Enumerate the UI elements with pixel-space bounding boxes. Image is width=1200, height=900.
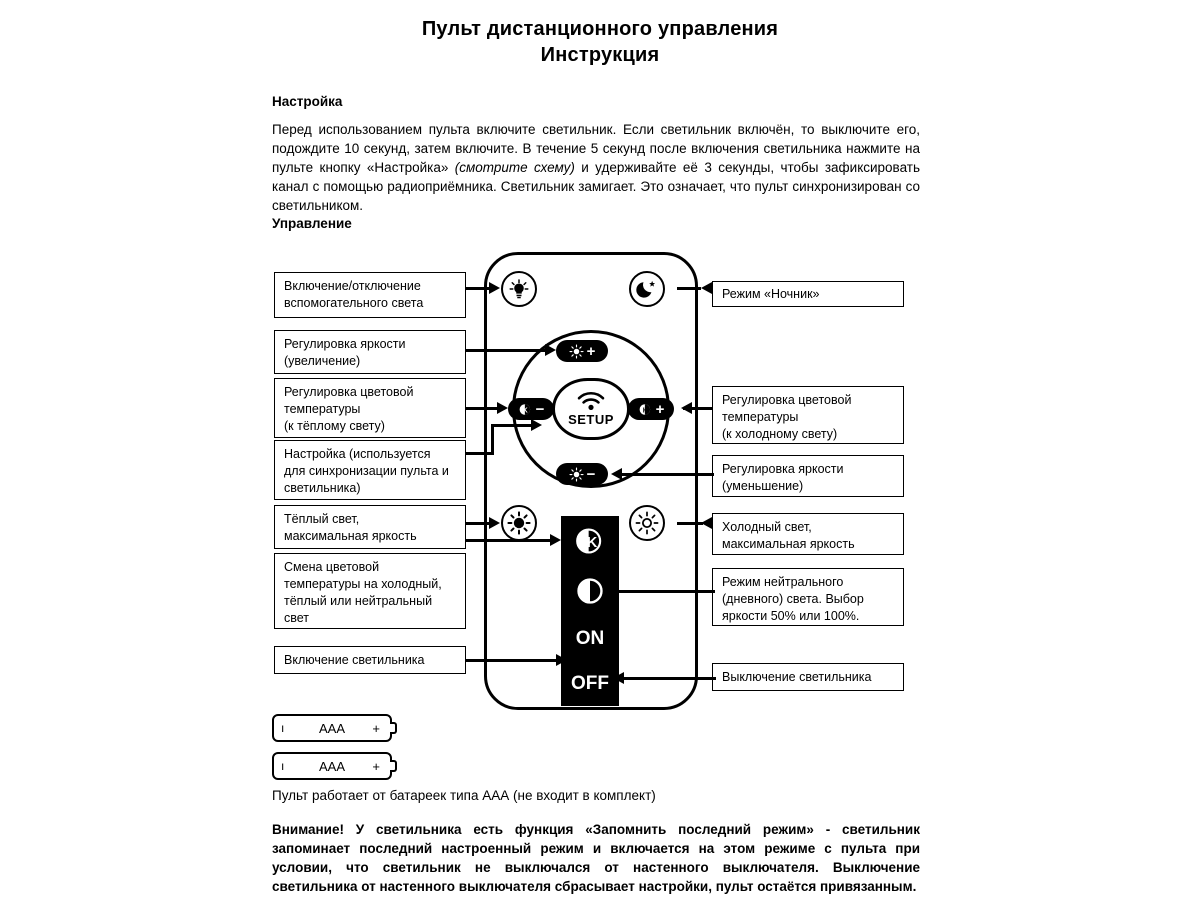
battery-1-minus: ı <box>281 721 285 735</box>
temp-cold-sign: + <box>655 400 665 418</box>
temp-warm-sign: − <box>535 400 545 418</box>
section-heading-control: Управление <box>272 216 352 231</box>
button-color-cycle[interactable] <box>561 516 619 566</box>
button-temp-warm[interactable] <box>508 398 554 420</box>
callout-warm-max-line1: Тёплый свет, <box>284 512 360 526</box>
callout-temp-cold-line3: (к холодному свету) <box>722 427 838 441</box>
battery-2-label: AAA <box>318 758 345 774</box>
callout-temp-warm-line3: (к тёплому свету) <box>284 419 385 433</box>
callout-brightness-up-line2: (увеличение) <box>284 354 361 368</box>
leader-setup-h2 <box>491 424 533 427</box>
callout-warm-max-line2: максимальная яркость <box>284 529 417 543</box>
leader-brightness-down-arrow <box>611 468 622 480</box>
leader-temp-warm-arrow <box>497 402 508 414</box>
warning-text: Внимание! У светильника есть функция «Запомнить последний режим» - светильник запоминает последний настроенный режим и включается на этом режиме с пульта при условии, что светильник не выключался от настенного выключателя. Выключение светильника от настенного выключателя сбрасывает настройки, пульт остаётся привязанным. <box>272 822 920 894</box>
callout-night-mode <box>712 281 904 307</box>
leader-brightness-up <box>466 349 546 352</box>
leader-cold-max <box>677 522 703 525</box>
callout-brightness-up-line1: Регулировка яркости <box>284 337 406 351</box>
leader-aux-light <box>466 287 490 290</box>
brightness-down-sign: − <box>586 465 596 483</box>
half-circle-icon <box>574 575 606 607</box>
leader-setup-v <box>491 426 494 454</box>
callout-cold-max <box>712 513 904 555</box>
callout-neutral-line3: яркости 50% или 100%. <box>722 609 860 623</box>
sun-rays-icon <box>635 511 659 535</box>
callout-color-cycle-line3: тёплый или нейтральный <box>284 594 433 608</box>
callout-color-cycle <box>274 553 466 629</box>
button-power-on[interactable] <box>561 616 619 661</box>
callout-night-mode-text: Режим «Ночник» <box>722 286 820 301</box>
callout-setup-line1: Настройка (используется <box>284 447 431 461</box>
leader-neutral-mode-arrow <box>608 585 619 597</box>
svg-text:K: K <box>522 406 528 414</box>
button-warm-max[interactable] <box>501 505 537 541</box>
leader-brightness-up-arrow <box>545 344 556 356</box>
battery-1-terminal <box>390 722 397 734</box>
callout-brightness-down-line1: Регулировка яркости <box>722 462 844 476</box>
leader-temp-warm <box>466 407 498 410</box>
leader-power-off-arrow <box>613 672 624 684</box>
leader-color-cycle <box>466 539 552 542</box>
callout-temp-warm-line1: Регулировка цветовой <box>284 385 414 399</box>
leader-warm-max-arrow <box>489 517 500 529</box>
callout-power-on-text: Включение светильника <box>284 652 425 667</box>
battery-2-plus: + <box>372 758 380 774</box>
battery-note: Пульт работает от батареек типа ААА (не входит в комплект) <box>272 788 656 803</box>
leader-brightness-down <box>622 473 714 476</box>
callout-aux-light-line1: Включение/отключение <box>284 279 421 293</box>
leader-power-on <box>466 659 566 662</box>
button-aux-light[interactable] <box>501 271 537 307</box>
callout-setup-line2: для синхронизации пульта и <box>284 464 449 478</box>
leader-night-mode <box>677 287 701 290</box>
button-setup[interactable] <box>552 378 630 440</box>
leader-cold-max-arrow <box>701 517 712 529</box>
leader-power-on-arrow <box>556 654 567 666</box>
wifi-icon <box>576 391 606 411</box>
moon-k-icon <box>574 525 606 557</box>
moon-star-icon <box>636 278 658 300</box>
sun-solid-icon <box>507 511 531 535</box>
callout-setup-line3: светильника) <box>284 481 361 495</box>
section-text-setup: Перед использованием пульта включите светильник. Если светильник включён, то выключите его, подождите 10 секунд, затем включите. В течение 5 секунд после включения светильника нажмите на пульте кнопку «Настройка» (смотрите схему) и удерживайте её 3 секунды, чтобы зафиксировать канал с помощью радиоприёмника. Светильник замигает. Это означает, что пульт синхронизирован со светильником. <box>272 122 921 213</box>
leader-night-mode-arrow <box>701 282 712 294</box>
page-title-line-1: Пульт дистанционного управления <box>421 18 779 40</box>
section-heading-setup: Настройка <box>272 94 343 109</box>
callout-color-cycle-line4: свет <box>284 611 310 625</box>
leader-setup-arrow <box>531 419 542 431</box>
svg-text:K: K <box>586 535 598 552</box>
button-night-mode[interactable] <box>629 271 665 307</box>
battery-item-2 <box>272 752 392 780</box>
leader-temp-cold-arrow <box>681 402 692 414</box>
battery-item-1 <box>272 714 392 742</box>
lamp-icon <box>508 278 530 300</box>
callout-neutral-line2: (дневного) света. Выбор <box>722 592 864 606</box>
callout-cold-max-line1: Холодный свет, <box>722 520 812 534</box>
battery-2-terminal <box>390 760 397 772</box>
button-brightness-down[interactable] <box>556 463 608 485</box>
callout-aux-light <box>274 272 466 318</box>
button-power-off[interactable] <box>561 661 619 706</box>
callout-warm-max <box>274 505 466 549</box>
callout-power-off <box>712 663 904 691</box>
callout-temp-cold <box>712 386 904 444</box>
button-brightness-up[interactable] <box>556 340 608 362</box>
button-temp-cold[interactable] <box>628 398 674 420</box>
battery-1-plus: + <box>372 720 380 736</box>
callout-color-cycle-line2: температуры на холодный, <box>284 577 442 591</box>
leader-neutral-mode <box>619 590 715 593</box>
leader-warm-max <box>466 522 490 525</box>
battery-2-minus: ı <box>281 759 285 773</box>
callout-brightness-up <box>274 330 466 374</box>
callout-cold-max-line2: максимальная яркость <box>722 537 855 551</box>
callout-aux-light-line2: вспомогательного света <box>284 296 424 310</box>
battery-1-label: AAA <box>318 720 345 736</box>
callout-brightness-down <box>712 455 904 497</box>
callout-neutral-line1: Режим нейтрального <box>722 575 844 589</box>
callout-setup <box>274 440 466 500</box>
power-on-label: ON <box>575 627 605 649</box>
leader-color-cycle-arrow <box>550 534 561 546</box>
setup-text-italic-fragment: (смотрите схему) <box>454 160 575 175</box>
svg-text:K: K <box>642 406 648 414</box>
callout-temp-warm <box>274 378 466 438</box>
power-off-label: OFF <box>571 672 609 694</box>
callout-neutral-mode <box>712 568 904 626</box>
brightness-up-sign: + <box>586 342 596 360</box>
callout-color-cycle-line1: Смена цветовой <box>284 560 380 574</box>
leader-power-off <box>624 677 716 680</box>
callout-brightness-down-line2: (уменьшение) <box>722 479 804 493</box>
button-cold-max[interactable] <box>629 505 665 541</box>
callout-power-off-text: Выключение светильника <box>722 669 872 684</box>
callout-temp-cold-line1: Регулировка цветовой <box>722 393 852 407</box>
leader-setup-h1 <box>466 452 494 455</box>
leader-aux-light-arrow <box>489 282 500 294</box>
callout-power-on <box>274 646 466 674</box>
callout-temp-cold-line2: температуры <box>722 410 799 424</box>
page-title-line-2: Инструкция <box>540 44 660 66</box>
setup-button-label: SETUP <box>568 412 614 427</box>
callout-temp-warm-line2: температуры <box>284 402 361 416</box>
